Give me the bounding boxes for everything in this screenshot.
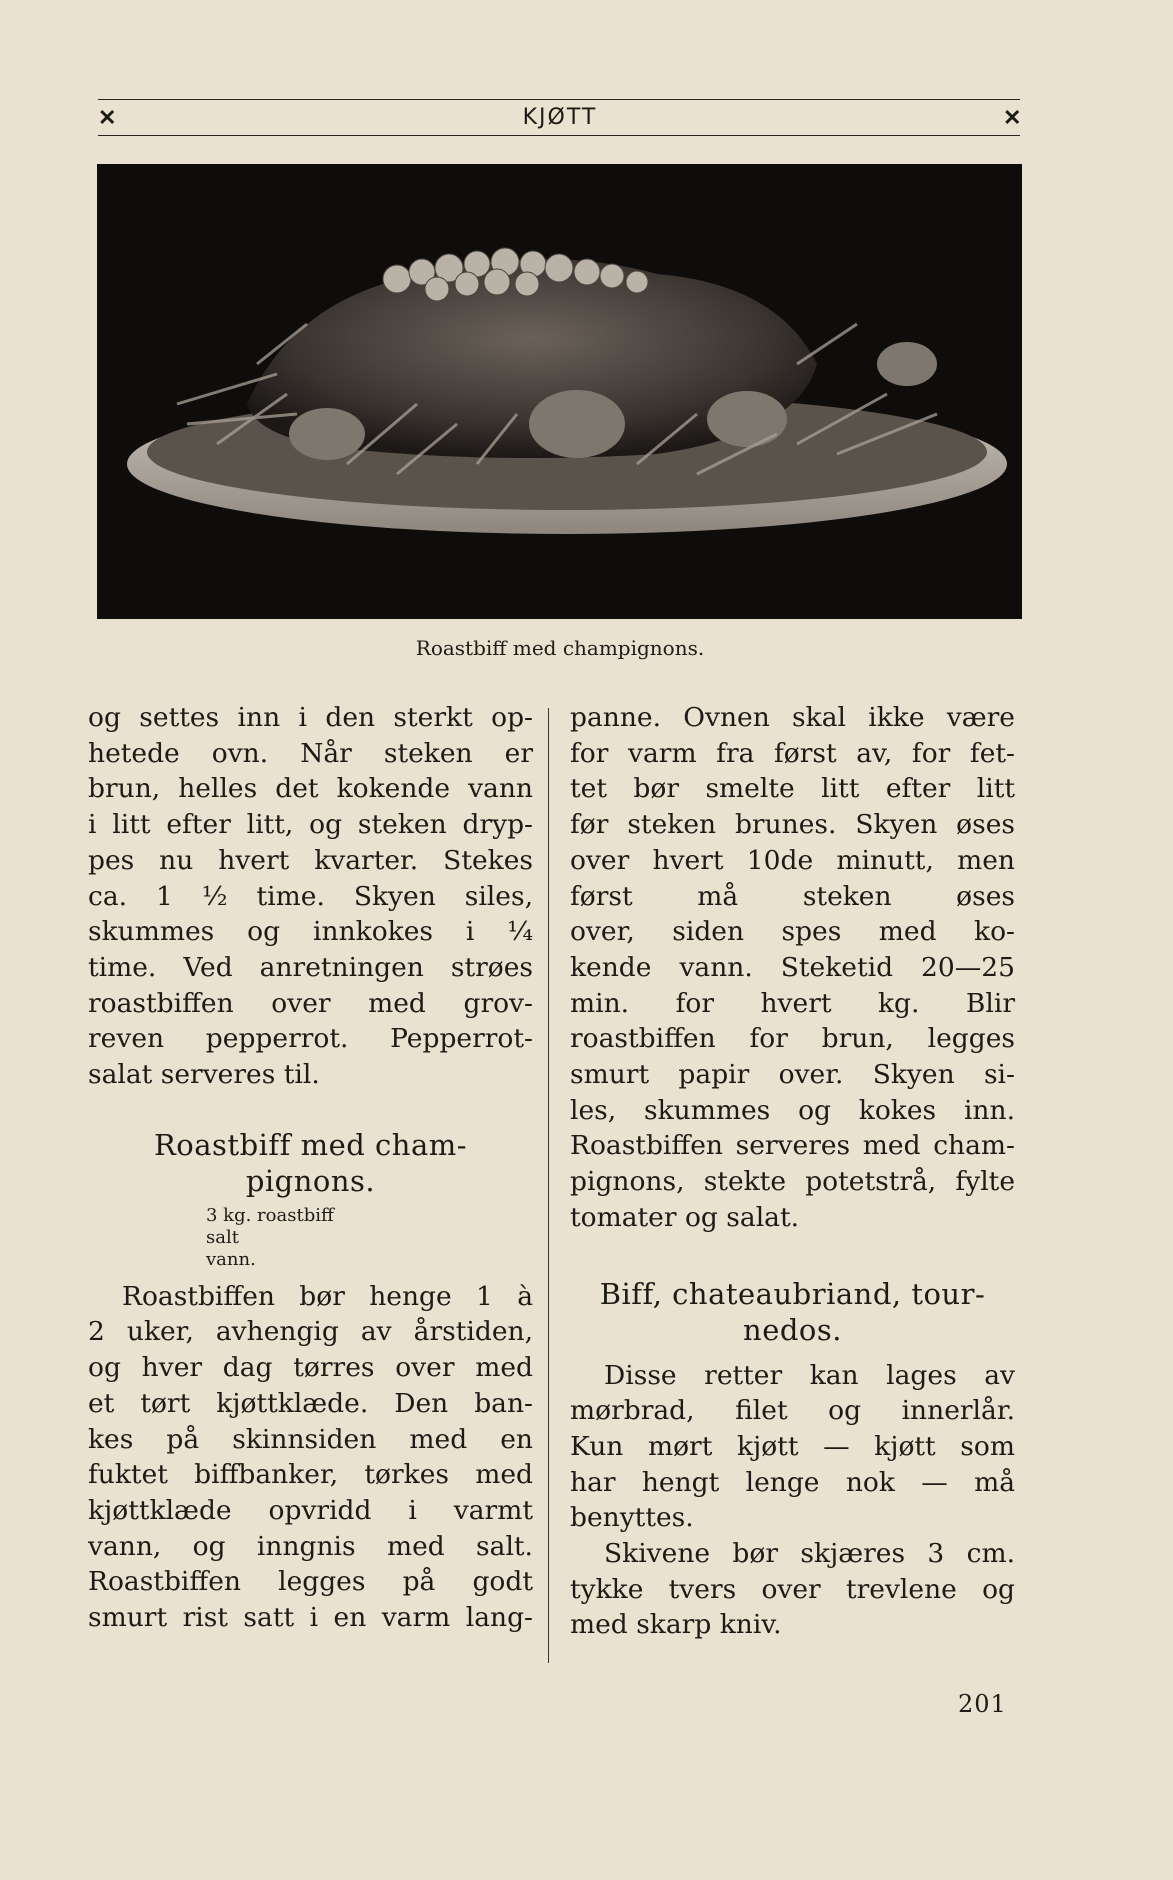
ingredient-list [206, 1205, 533, 1271]
paragraph-biff-cuts [570, 1358, 1015, 1537]
roastbeef-platter-illustration [97, 164, 1022, 619]
text-line: kjøttklæde opvridd i varmt [88, 1494, 533, 1526]
text-line: reven pepperrot. Pepperrot- [88, 1023, 533, 1055]
text-line: ca. 1 ½ time. Skyen siles, [88, 880, 533, 912]
header-rule-top [98, 99, 1020, 100]
page-number: 201 [958, 1690, 1007, 1718]
text-line: roastbiffen over med grov- [88, 987, 533, 1019]
text-line: smurt papir over. Skyen si- [570, 1059, 1015, 1091]
text-line: vann, og inngnis med salt. [88, 1530, 533, 1562]
heading-line: nedos. [743, 1312, 842, 1347]
text-line: tet bør smelte litt efter litt [570, 773, 1015, 805]
text-line: over hvert 10de minutt, men [570, 844, 1015, 876]
paragraph-roastbiff-continued [570, 700, 1015, 1236]
paragraph-roasting-method [88, 700, 533, 1093]
text-line: først må steken øses [570, 880, 1015, 912]
heading-line: pignons. [245, 1163, 376, 1198]
text-line: smurt rist satt i en varm lang- [88, 1602, 533, 1634]
text-line: panne. Ovnen skal ikke være [570, 702, 1015, 733]
text-line: min. for hvert kg. Blir [570, 987, 1015, 1019]
text-line: roastbiffen for brun, legges [570, 1023, 1015, 1055]
roastbeef-photo [97, 164, 1022, 619]
text-line: med skarp kniv. [570, 1609, 782, 1641]
text-line: time. Ved anretningen strøes [88, 951, 533, 983]
header-rule-bottom [98, 135, 1020, 136]
header-ornament-right: ✕ [1003, 105, 1022, 131]
text-line: Roastbiffen bør henge 1 à [122, 1280, 533, 1312]
ingredient-item: vann. [206, 1248, 256, 1270]
text-line: kes på skinnsiden med en [88, 1423, 533, 1455]
heading-line: Roastbiff med cham- [153, 1127, 468, 1162]
text-line: over, siden spes med ko- [570, 916, 1015, 948]
text-line: pes nu hvert kvarter. Stekes [88, 844, 533, 876]
ingredient-item: 3 kg. roastbiff [206, 1204, 334, 1226]
text-line: kende vann. Steketid 20—25 [570, 951, 1015, 983]
text-line: tomater og salat. [570, 1201, 800, 1233]
text-line: les, skummes og kokes inn. [570, 1094, 1015, 1126]
paragraph-roastbiff-preparation [88, 1279, 533, 1636]
ingredient-item: salt [206, 1226, 239, 1248]
text-line: 2 uker, avhengig av årstiden, [88, 1316, 533, 1348]
header-ornament-left: ✕ [98, 105, 117, 131]
text-line: før steken brunes. Skyen øses [570, 809, 1015, 841]
heading-line: Biff, chateaubriand, tour- [599, 1276, 986, 1311]
left-column [88, 700, 533, 1636]
text-line: i litt efter litt, og steken dryp- [88, 809, 533, 841]
text-line: tykke tvers over trevlene og [570, 1573, 1015, 1605]
text-line: pignons, stekte potetstrå, fylte [570, 1166, 1015, 1198]
text-line: for varm fra først av, for fet- [570, 737, 1015, 769]
text-line: og hver dag tørres over med [88, 1352, 533, 1384]
text-line: Roastbiffen serveres med cham- [570, 1130, 1015, 1162]
right-column [570, 700, 1015, 1643]
recipe-heading-roastbiff [88, 1127, 533, 1199]
text-line: skummes og innkokes i ¼ [88, 916, 533, 948]
text-line: mørbrad, filet og innerlår. [570, 1395, 1015, 1427]
recipe-heading-biff [570, 1276, 1015, 1348]
text-line: fuktet biffbanker, tørkes med [88, 1459, 533, 1491]
text-line: Skivene bør skjæres 3 cm. [604, 1538, 1015, 1570]
text-line: Roastbiffen legges på godt [88, 1566, 533, 1598]
column-divider [548, 708, 549, 1663]
running-header-title: KJØTT [522, 105, 598, 130]
photo-caption: Roastbiff med champignons. [415, 636, 705, 660]
text-line: brun, helles det kokende vann [88, 773, 533, 805]
paragraph-biff-slicing [570, 1536, 1015, 1643]
text-line: har hengt lenge nok — må [570, 1466, 1015, 1498]
text-line: Disse retter kan lages av [604, 1359, 1015, 1391]
text-line: benyttes. [570, 1502, 694, 1534]
text-line: hetede ovn. Når steken er [88, 737, 533, 769]
text-line: Kun mørt kjøtt — kjøtt som [570, 1430, 1015, 1462]
text-line: et tørt kjøttklæde. Den ban- [88, 1387, 533, 1419]
text-line: salat serveres til. [88, 1059, 320, 1091]
text-line: og settes inn i den sterkt op- [88, 702, 533, 733]
